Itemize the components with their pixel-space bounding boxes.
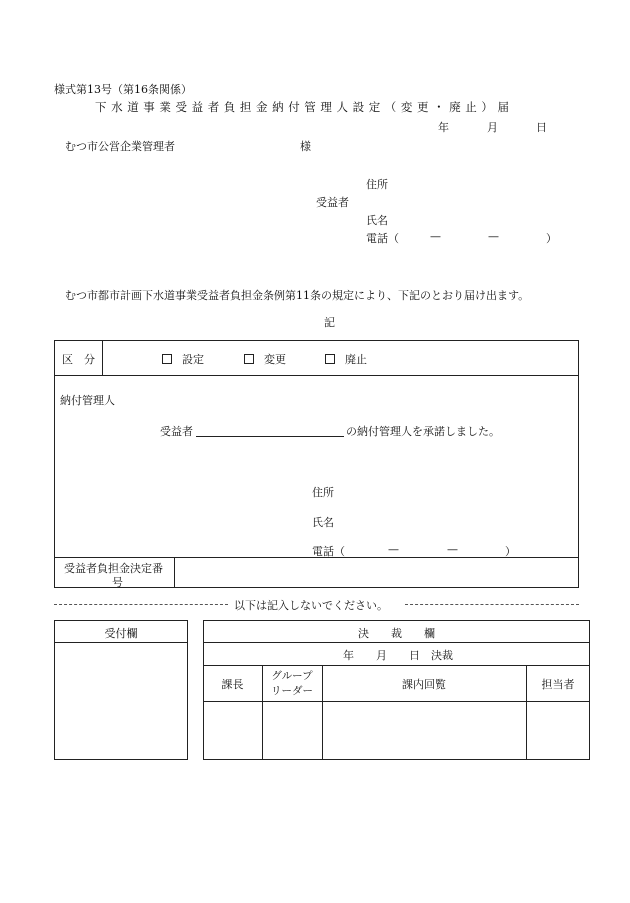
beneficiary-name-field[interactable] (196, 423, 344, 437)
ki-label: 記 (324, 316, 335, 329)
checkbox-change[interactable] (244, 354, 254, 364)
col-staff: 担当者 (541, 678, 575, 691)
option-setting-label: 設定 (182, 353, 204, 366)
applicant-address-label: 住所 (366, 178, 388, 191)
decision-number-field[interactable] (176, 559, 577, 586)
manager-phone-dash-1: — (388, 543, 399, 556)
form-number: 様式第13号（第16条関係） (54, 83, 192, 96)
body-text: むつ市都市計画下水道事業受益者負担金条例第11条の規定により、下記のとおり届け出ます。 (65, 289, 530, 302)
addressee: むつ市公営企業管理者 (65, 140, 175, 153)
applicant-phone-label: 電話（ (366, 232, 399, 245)
checkbox-abolish[interactable] (325, 354, 335, 364)
applicant-phone-close: ） (546, 232, 557, 245)
divider (203, 642, 590, 643)
manager-name-label: 氏名 (312, 516, 334, 529)
dashed-divider-right (405, 604, 579, 605)
date-year-label: 年 (438, 121, 449, 134)
divider (54, 375, 579, 376)
classification-label: 区 分 (62, 353, 95, 366)
manager-phone-close: ） (505, 545, 516, 558)
consent-suffix: の納付管理人を承諾しました。 (346, 425, 500, 438)
applicant-phone-dash-2: — (488, 230, 499, 243)
applicant-role-label: 受益者 (316, 196, 349, 209)
manager-address-label: 住所 (312, 486, 334, 499)
applicant-phone-dash-1: — (430, 230, 441, 243)
divider (54, 642, 188, 643)
date-day-label: 日 (536, 121, 547, 134)
manager-phone-label: 電話（ (312, 545, 345, 558)
reception-box (54, 620, 188, 760)
col-group-leader-line1: グループ (271, 670, 313, 682)
page-title: 下水道事業受益者負担金納付管理人設定（変更・廃止）届 (95, 100, 514, 114)
honorific: 様 (300, 140, 311, 153)
col-group-leader-line2: リーダー (271, 685, 313, 697)
date-month-label: 月 (487, 121, 498, 134)
option-setting[interactable] (162, 351, 204, 367)
approval-label: 決 裁 欄 (358, 627, 435, 640)
divider-text: 以下は記入しないでください。 (234, 599, 388, 612)
dashed-divider-left (54, 604, 228, 605)
applicant-name-label: 氏名 (366, 214, 388, 227)
option-change[interactable] (244, 351, 286, 367)
checkbox-setting[interactable] (162, 354, 172, 364)
col-chief: 課長 (221, 678, 244, 691)
manager-phone-dash-2: — (447, 543, 458, 556)
decision-number-label-line2: 号 (112, 576, 123, 589)
option-abolish-label: 廃止 (345, 353, 367, 366)
decision-number-label-line1: 受益者負担金決定番 (64, 562, 163, 575)
option-change-label: 変更 (264, 353, 286, 366)
divider (102, 340, 103, 375)
consent-prefix: 受益者 (160, 425, 193, 438)
col-circulation: 課内回覧 (402, 678, 446, 691)
option-abolish[interactable] (325, 351, 367, 367)
divider (174, 557, 175, 588)
reception-label: 受付欄 (104, 627, 138, 640)
manager-section-label: 納付管理人 (60, 394, 115, 407)
approval-date: 年 月 日 決裁 (343, 649, 453, 662)
